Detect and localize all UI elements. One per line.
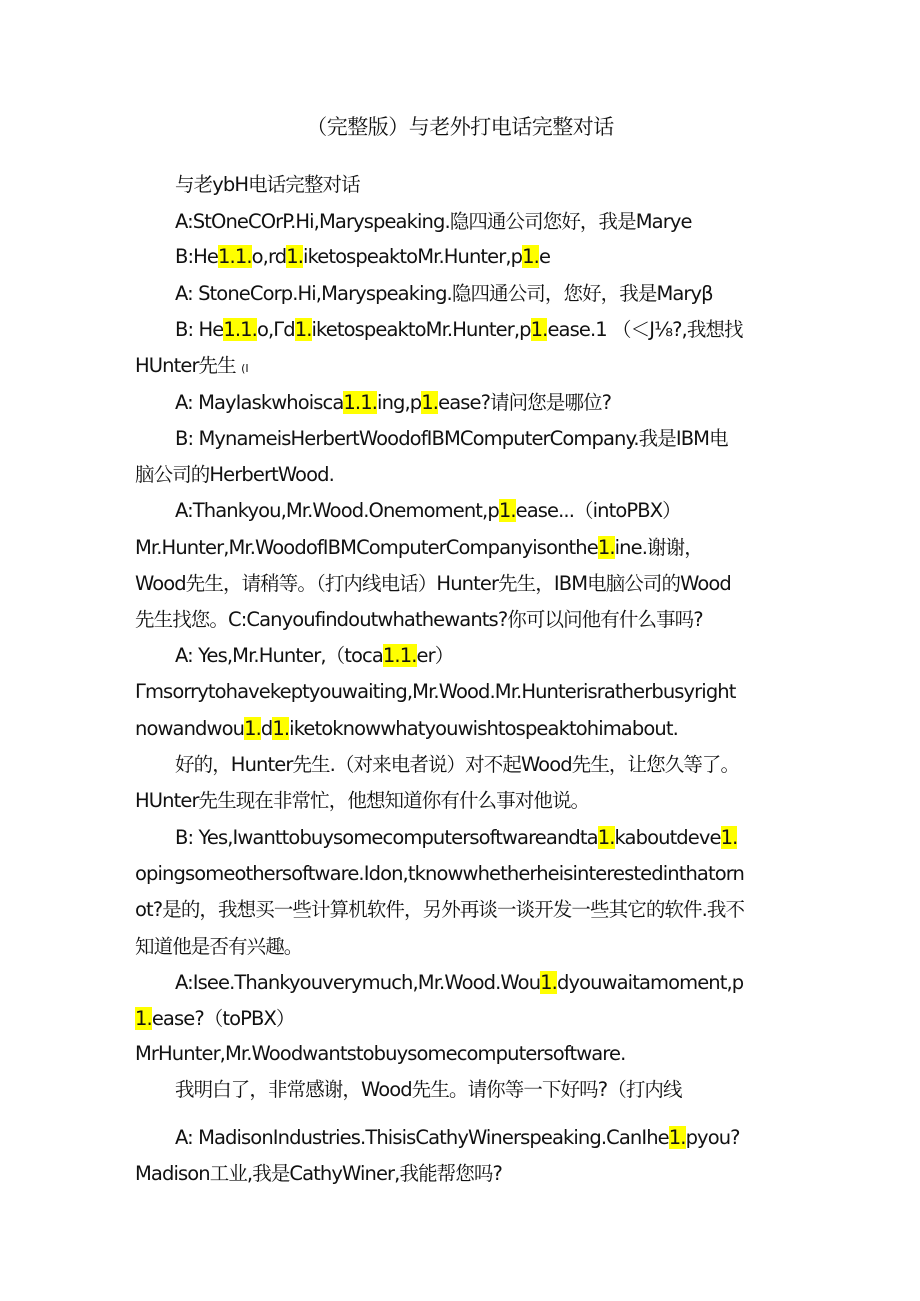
dialogue-line (175, 1076, 682, 1104)
dialogue-line (135, 570, 731, 598)
highlighted-text: 1. (286, 245, 304, 268)
line-text: B:He (175, 245, 219, 268)
line-text: B: Yes,Iwanttobuysomecomputersoftwareandta (175, 826, 598, 849)
highlighted-text: 1. (498, 499, 516, 522)
highlighted-text: 1. (522, 245, 539, 268)
highlighted-text: 1. (135, 1007, 152, 1030)
dialogue-line (175, 824, 737, 852)
line-text: Wood先生，请稍等。（打内线电话）Hunter先生，IBM电脑公司的Wood (135, 572, 731, 595)
line-text: HUnter先生现在非常忙，他想知道你有什么事对他说。 (135, 789, 590, 812)
line-text: ing,p (377, 391, 422, 414)
line-text: 好的，Hunter先生.（对来电者说）对不起Wood先生，让您久等了。 (175, 753, 740, 776)
dialogue-line (135, 461, 334, 489)
line-text: pyou? (685, 1126, 740, 1149)
dialogue-line (135, 787, 589, 815)
dialogue-line (135, 1005, 295, 1033)
line-text: opingsomeothersoftware.Idon,tknowwhetherheisinterestedinthatorn (135, 862, 744, 885)
line-text: o,Γd (256, 318, 295, 341)
line-text: d (260, 717, 273, 740)
dialogue-line (135, 860, 744, 888)
highlighted-text: 1. (530, 318, 548, 341)
dialogue-line (135, 534, 703, 562)
dialogue-line (135, 352, 249, 383)
dialogue-line (175, 316, 743, 344)
line-text: ot?是的，我想买一些计算机软件，另外再谈一谈开发一些其它的软件.我不 (135, 898, 745, 921)
line-text: iketospeaktoMr.Hunter,p (303, 245, 523, 268)
highlighted-text: 1. (540, 971, 557, 994)
line-text: ine.谢谢， (614, 536, 703, 559)
dialogue-line (175, 425, 728, 453)
dialogue-line (135, 1040, 625, 1068)
line-text: HUnter先生 (135, 354, 242, 377)
line-text: dyouwaitamoment,p (556, 971, 744, 994)
line-text: Madison工业,我是CathyWiner,我能帮您吗? (135, 1162, 502, 1185)
line-text: nowandwou (135, 717, 245, 740)
highlighted-text: 1. (272, 717, 290, 740)
highlighted-text: 1.1. (218, 245, 252, 268)
dialogue-line (175, 642, 453, 670)
line-text: A:Isee.Thankyouverymuch,Mr.Wood.Wou (175, 971, 541, 994)
highlighted-text: 1. (668, 1126, 686, 1149)
line-text: B: MynameisHerbertWoodofIBMComputerCompany.我是IBM电 (175, 427, 728, 450)
highlighted-text: 1.1. (223, 318, 257, 341)
document-subtitle: 与老ybH电话完整对话 (175, 173, 360, 196)
line-text: o,rd (251, 245, 287, 268)
dialogue-line (135, 933, 302, 961)
highlighted-text: 1. (421, 391, 439, 414)
dialogue-line (135, 678, 736, 706)
line-text: Γmsorrytohavekeptyouwaiting,Mr.Wood.Mr.Hunterisratherbusyright (135, 680, 736, 703)
line-text: MrHunter,Mr.Woodwantstobuysomecomputersoftware. (135, 1042, 626, 1065)
line-text: 我明白了，非常感谢，Wood先生。请你等一下好吗?（打内线 (175, 1078, 682, 1101)
line-text: iketospeaktoMr.Hunter,p (311, 318, 531, 341)
highlighted-text: 1.1. (343, 391, 378, 414)
line-text: ease.1 （＜J⅛?,我想找 (547, 318, 743, 341)
dialogue-line (135, 1160, 502, 1188)
highlighted-text: 1. (720, 826, 738, 849)
dialogue-line (135, 896, 744, 924)
line-text: A: MadisonIndustries.ThisisCathyWinerspeaking.CanIhe (175, 1126, 669, 1149)
dialogue-line (175, 751, 739, 779)
highlighted-text: 1. (597, 536, 615, 559)
dialogue-line (135, 606, 703, 634)
line-text: ease?（toPBX） (151, 1007, 295, 1030)
line-text: B: He (175, 318, 224, 341)
dialogue-line (175, 497, 681, 525)
line-text: er） (416, 644, 454, 667)
line-text: 知道他是否有兴趣。 (135, 935, 303, 958)
document-title: （完整版）与老外打电话完整对话 (306, 115, 614, 139)
line-text: ease...（intoPBX） (515, 499, 681, 522)
line-text: 先生找您。C:Canyoufindoutwhathewants?你可以问他有什么事吗? (135, 608, 703, 631)
line-text: iketoknowwhatyouwishtospeaktohimabout. (289, 717, 678, 740)
dialogue-line (175, 208, 692, 236)
annotation-mark: (I (241, 362, 249, 375)
line-text: A: MayIaskwhoisca (175, 391, 344, 414)
dialogue-line (135, 715, 678, 743)
highlighted-text: 1. (294, 318, 312, 341)
line-text: 脑公司的HerbertWood. (135, 463, 334, 486)
line-text: A:Thankyou,Mr.Wood.Onemoment,p (175, 499, 499, 522)
dialogue-line (175, 280, 713, 308)
dialogue-line (175, 243, 550, 271)
highlighted-text: 1.1. (382, 644, 417, 667)
dialogue-line (175, 1124, 740, 1152)
highlighted-text: 1. (244, 717, 261, 740)
line-text: kaboutdeve (614, 826, 721, 849)
line-text: ease?请问您是哪位? (438, 391, 612, 414)
dialogue-line (175, 969, 743, 997)
line-text: e (538, 245, 551, 268)
line-text: A: StoneCorp.Hi,Maryspeaking.隐四通公司，您好，我是Maryβ (175, 282, 713, 305)
dialogue-line (175, 389, 611, 417)
line-text: Mr.Hunter,Mr.WoodofIBMComputerCompanyisonthe (135, 536, 598, 559)
highlighted-text: 1. (597, 826, 615, 849)
line-text: A: Yes,Mr.Hunter,（toca (175, 644, 383, 667)
line-text: A:StOneCOrP.Hi,Maryspeaking.隐四通公司您好，我是Marye (175, 210, 692, 233)
